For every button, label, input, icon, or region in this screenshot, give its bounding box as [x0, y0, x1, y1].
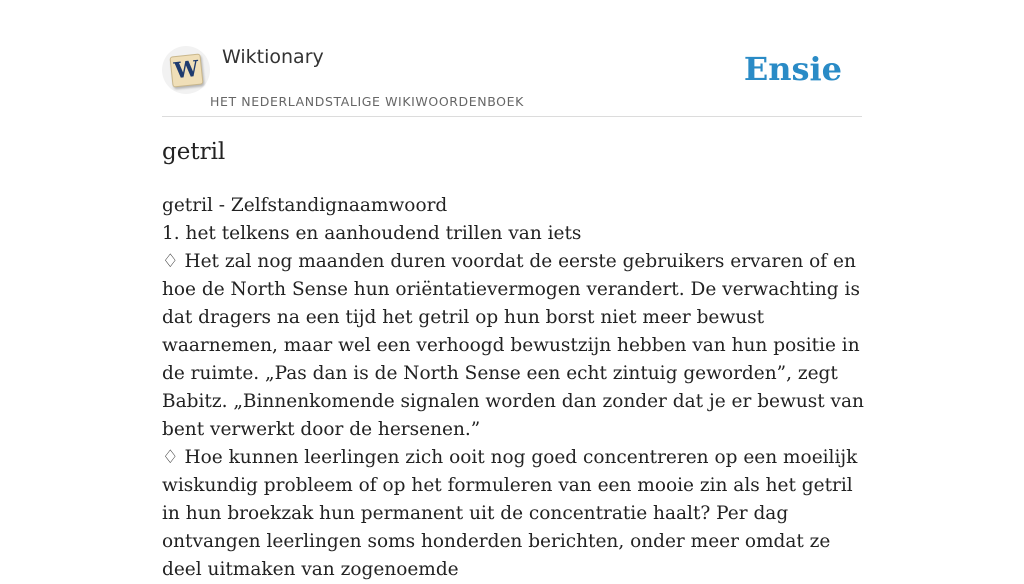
page-title: getril — [162, 139, 226, 165]
site-header — [162, 44, 862, 117]
entry-heading: getril - Zelfstandignaamwoord — [162, 195, 448, 216]
logo-letter: W — [172, 55, 201, 85]
entry-definition: 1. het telkens en aanhoudend trillen van iets — [162, 223, 582, 244]
example-sentence: ♢ Het zal nog maanden duren voordat de eerste gebruikers ervaren of en hoe de North Sense hun oriëntatievermogen verandert. De verwachting is dat dragers na een tijd het getril op hun borst niet meer bewust waarnemen, maar wel een verhoogd bewustzijn hebben van hun positie in de ruimte. „Pas dan is de North Sense een echt zintuig geworden”, zegt Babitz. „Binnenkomende signalen worden dan zonder dat je er bewust van bent verwerkt door de hersenen.” — [162, 251, 864, 440]
wiktionary-logo-icon[interactable] — [162, 46, 210, 94]
logo-tile — [169, 53, 203, 87]
entry-content — [162, 192, 864, 584]
site-subtitle: HET NEDERLANDSTALIGE WIKIWOORDENBOEK — [210, 94, 524, 109]
example-sentence: ♢ Hoe kunnen leerlingen zich ooit nog goed concentreren op een moeilijk wiskundig probleem of op het formuleren van een mooie zin als het getril in hun broekzak hun permanent uit de concentratie haalt? Per dag ontvangen leerlingen soms honderden berichten, onder meer omdat ze deel uitmaken van zogenoemde — [162, 447, 858, 580]
ensie-brand-link[interactable]: Ensie — [743, 50, 842, 88]
site-title[interactable]: Wiktionary — [222, 46, 324, 68]
